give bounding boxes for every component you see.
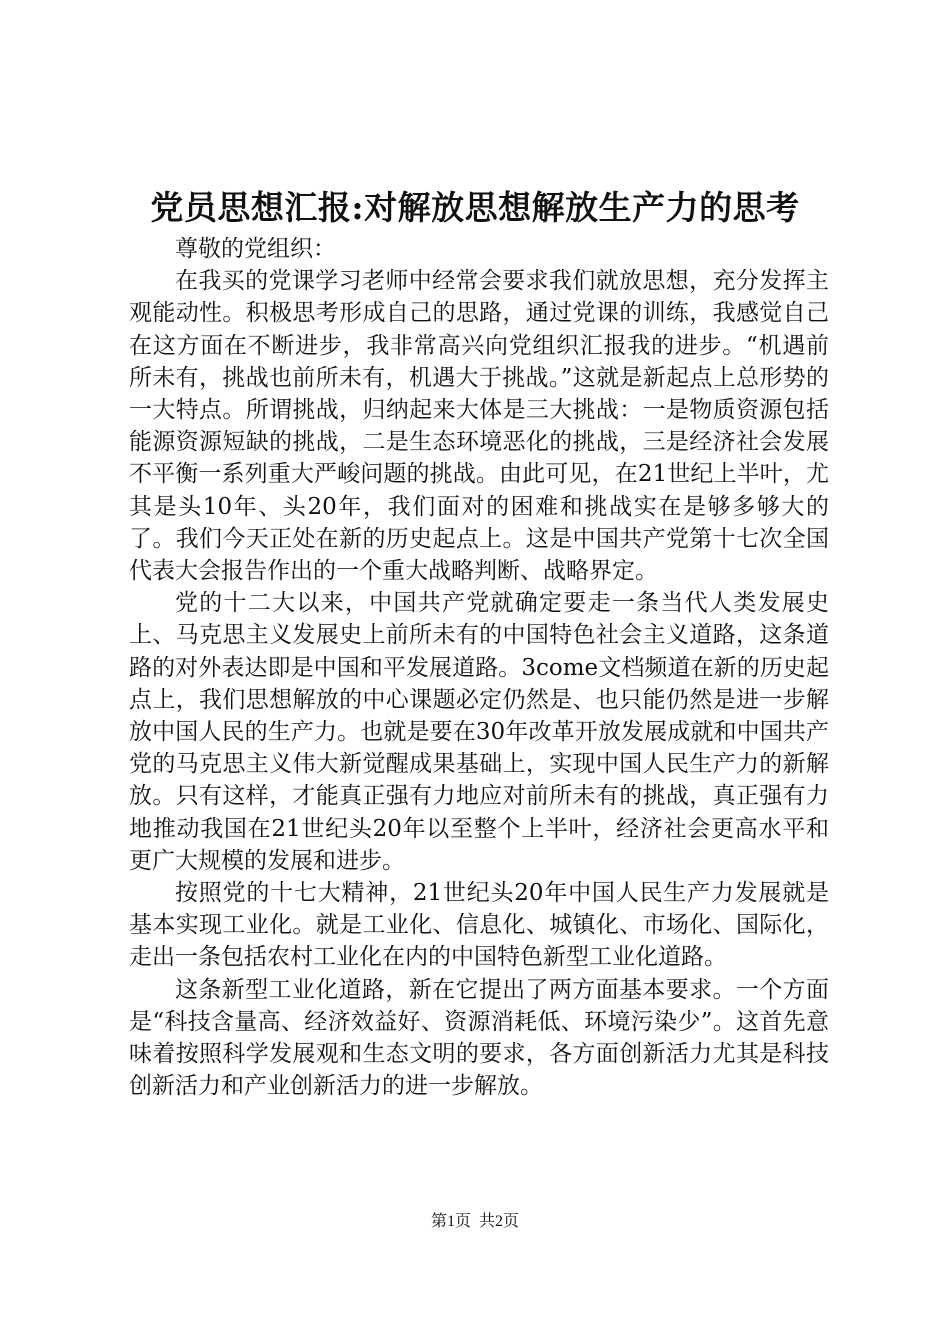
document-title: 党员思想汇报:对解放思想解放生产力的思考 <box>150 188 800 227</box>
paragraph-1: 在我买的党课学习老师中经常会要求我们就放思想，充分发挥主观能动性。积极思考形成自己的思路，通过党课的训练，我感觉自己在这方面在不断进步，我非常高兴向党组织汇报我的进步。“机遇前所未有，挑战也前所未有，机遇大于挑战。”这就是新起点上总形势的一大特点。所谓挑战，归纳起来大体是三大挑战：一是物质资源包括能源资源短缺的挑战，二是生态环境恶化的挑战，三是经济社会发展不平衡一系列重大严峻问题的挑战。由此可见，在21世纪上半叶，尤其是头10年、头20年，我们面对的困难和挑战实在是够多够大的了。我们今天正处在新的历史起点上。这是中国共产党第十七次全国代表大会报告作出的一个重大战略判断、战略界定。 <box>129 268 829 585</box>
document-body <box>129 233 829 1102</box>
paragraph-2: 党的十二大以来，中国共产党就确定要走一条当代人类发展史上、马克思主义发展史上前所未有的中国特色社会主义道路，这条道路的对外表达即是中国和平发展道路。3come文档频道在新的历史起点上，我们思想解放的中心课题必定仍然是、也只能仍然是进一步解放中国人民的生产力。也就是要在30年改革开放发展成就和中国共产党的马克思主义伟大新觉醒成果基础上，实现中国人民生产力的新解放。只有这样，才能真正强有力地应对前所未有的挑战，真正强有力地推动我国在21世纪头20年以至整个上半叶，经济社会更高水平和更广大规模的发展和进步。 <box>129 590 829 874</box>
page-number: 第1页 <box>430 1213 471 1230</box>
paragraph-3: 按照党的十七大精神，21世纪头20年中国人民生产力发展就是基本实现工业化。就是工业化、信息化、城镇化、市场化、国际化，走出一条包括农村工业化在内的中国特色新型工业化道路。 <box>129 880 829 971</box>
salutation: 尊敬的党组织： <box>175 236 336 262</box>
page-footer <box>0 1212 950 1232</box>
paragraph-4: 这条新型工业化道路，新在它提出了两方面基本要求。一个方面是“科技含量高、经济效益好、资源消耗低、环境污染少”。这首先意味着按照科学发展观和生态文明的要求，各方面创新活力尤其是科技创新活力和产业创新活力的进一步解放。 <box>129 976 829 1100</box>
page-total: 共2页 <box>479 1213 520 1230</box>
